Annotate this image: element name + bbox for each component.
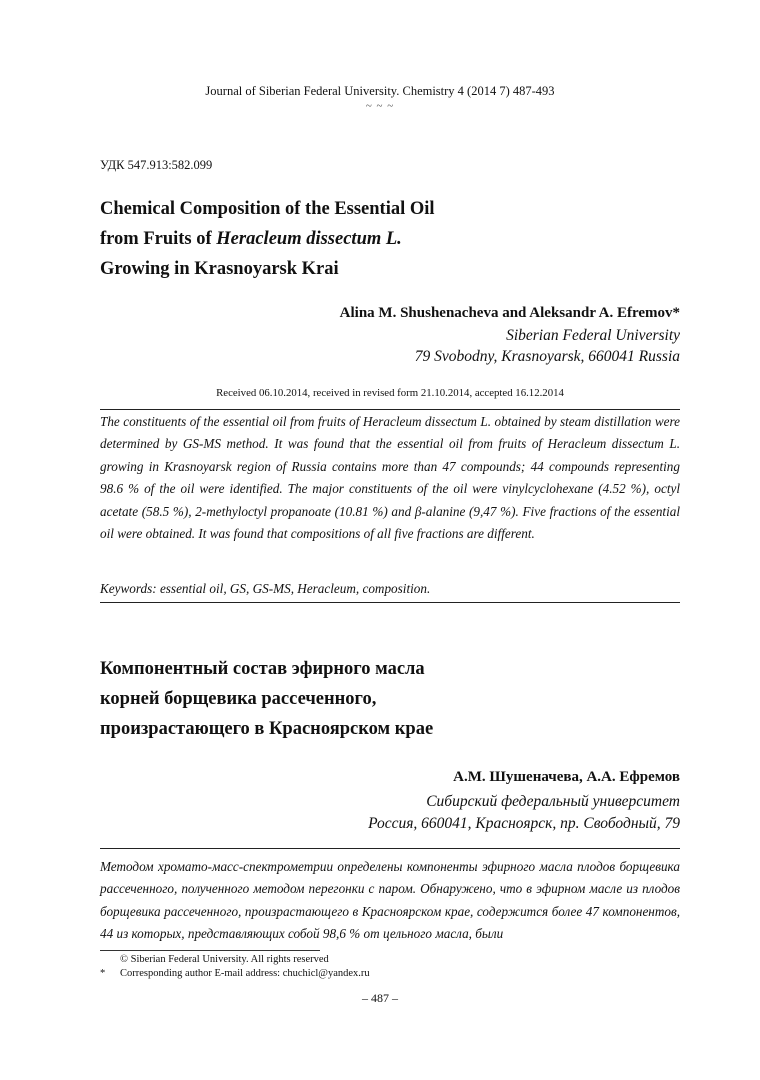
- udk-code: УДК 547.913:582.099: [100, 158, 213, 172]
- russian-title-line-2: корней борщевика рассеченного,: [100, 689, 377, 709]
- english-title-line-2: [100, 224, 435, 254]
- keywords: Keywords: essential oil, GS, GS-MS, Heracleum, composition.: [100, 581, 431, 596]
- corresponding-footnote-mark: *: [100, 968, 106, 979]
- russian-title-line-1: Компонентный состав эфирного масла: [100, 659, 425, 679]
- english-affiliation-line-2: 79 Svobodny, Krasnoyarsk, 660041 Russia: [414, 348, 680, 365]
- page-number: – 487 –: [362, 991, 398, 1005]
- russian-authors: А.М. Шушеначева, А.А. Ефремов: [453, 769, 680, 785]
- russian-title-line-3: произрастающего в Красноярском крае: [100, 719, 434, 739]
- journal-header: Journal of Siberian Federal University. Chemistry 4 (2014 7) 487-493: [205, 84, 555, 98]
- english-title: [100, 194, 435, 284]
- corresponding-footnote: [100, 968, 370, 979]
- abstract-bottom-rule: [100, 602, 680, 603]
- russian-title: [100, 654, 433, 744]
- abstract-top-rule: [100, 409, 680, 410]
- russian-affiliation-line-1: Сибирский федеральный университет: [426, 793, 680, 810]
- footnote-rule: [100, 950, 320, 951]
- header-ornament: ~ ~ ~: [365, 100, 395, 112]
- corresponding-text: Corresponding author E-mail address: chuchicl@yandex.ru: [120, 968, 370, 979]
- copyright-text: © Siberian Federal University. All rights reserved: [120, 954, 329, 965]
- english-title-line-1: Chemical Composition of the Essential Oil: [100, 199, 435, 219]
- english-abstract: The constituents of the essential oil from fruits of Heracleum dissectum L. obtained by steam distillation were determined by GS-MS method. It was found that the essential oil from fruits of Heracleum dissectum L. growing in Krasnoyarsk region of Russia contains more than 47 compounds; 44 compounds representing 98.6 % of the oil were identified. The major constituents of the oil were vinylcyclohexane (4.52 %), octyl acetate (58.5 %), 2-methyloctyl propanoate (10.81 %) and β-alanine (9,47 %). Five fractions of the essential oil were obtained. It was found that compositions of all five fractions are different.: [100, 414, 680, 542]
- english-title-line-2-prefix: from Fruits of: [100, 229, 217, 249]
- english-authors: Alina M. Shushenacheva and Aleksandr A. Efremov*: [339, 305, 680, 321]
- english-title-line-3: Growing in Krasnoyarsk Krai: [100, 259, 339, 279]
- received-dates: Received 06.10.2014, received in revised form 21.10.2014, accepted 16.12.2014: [216, 387, 564, 399]
- species-name: Heracleum dissectum L.: [216, 229, 402, 249]
- russian-abstract: Методом хромато-масс-спектрометрии определены компоненты эфирного масла плодов борщевика рассеченного, полученного методом перегонки с паром. Обнаружено, что в эфирном масле из плодов борщевика рассеченного, произрастающего в Красноярском крае, содержится более 47 компонентов, 44 из которых, представляющих собой 98,6 % от цельного масла, были: [100, 859, 680, 942]
- english-affiliation-line-1: Siberian Federal University: [506, 327, 680, 344]
- russian-affiliation-line-2: Россия, 660041, Красноярск, пр. Свободный, 79: [368, 815, 680, 832]
- russian-abstract-top-rule: [100, 848, 680, 849]
- copyright-footnote: [100, 954, 329, 965]
